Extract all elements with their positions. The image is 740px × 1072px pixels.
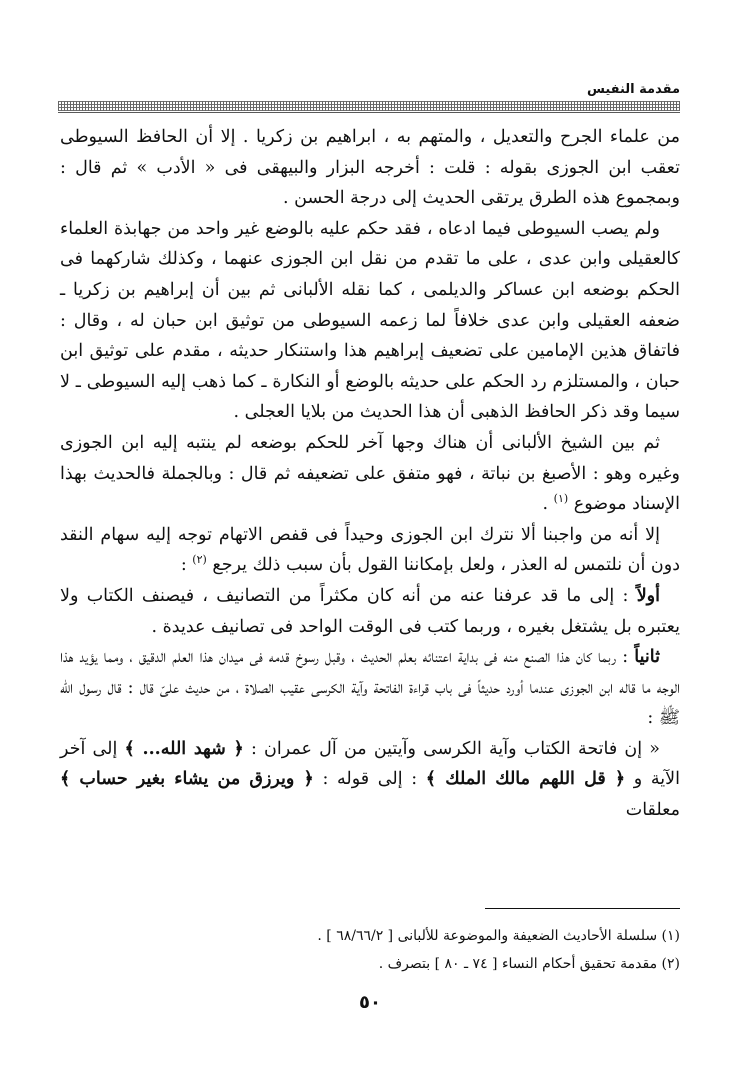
- footnote-2: (٢) مقدمة تحقيق أحكام النساء [ ٧٤ ـ ٨٠ ] بتصرف .: [378, 956, 680, 972]
- footnote-ref-2: (٢): [192, 553, 207, 567]
- paragraph-6-lead: ثانياً: [634, 647, 660, 668]
- paragraph-5: [60, 581, 680, 642]
- footnotes: [60, 922, 680, 978]
- main-text: [60, 122, 680, 826]
- paragraph-7-c: : إلى قوله :: [322, 769, 418, 790]
- paragraph-2: ولم يصب السيوطى فيما ادعاه ، فقد حكم عليه بالوضع غير واحد من جهابذة العلماء كالعقيلى وابن عدى ، على ما تقدم من نقل ابن الجوزى عنهما ، وكذلك شاركهما فى الحكم بوضعه ابن عساكر والديلمى ، كما نقله الألبانى ثم بين أن إبراهيم بن زكريا ـ ضعفه العقيلى وابن عدى خلافاً لما زعمه السيوطى من توثيق ابن حبان له ، وقال : فاتفاق هذين الإمامين على تضعيف إبراهيم هذا واستنكار حديثه ، مقدم على توثيق ابن حبان ، والمستلزم رد الحكم على حديثه بالوضع أو النكارة ـ كما ذهب إليه السيوطى ـ لا سيما وقد ذكر الحافظ الذهبى أن هذا الحديث من بلايا العجلى .: [60, 218, 680, 423]
- paragraph-4-text: إلا أنه من واجبنا ألا نترك ابن الجوزى وحيداً فى قفص الاتهام توجه إليه سهام النقد دون أن نلتمس له العذر ، ولعل بإمكاننا القول بأن سبب ذلك يرجع: [60, 524, 680, 576]
- paragraph-6: [60, 642, 680, 734]
- paragraph-7: [60, 734, 680, 826]
- footnote-1: (١) سلسلة الأحاديث الضعيفة والموضوعة للألبانى [ ٦٨/٦٦/٢ ] .: [317, 928, 680, 944]
- running-header: [58, 82, 680, 102]
- paragraph-6-text: : ربما كان هذا الصنع منه فى بداية اعتنائه بعلم الحديث ، وقبل رسوخ قدمه فى ميدان هذا العلم الدقيق ، ومما يؤيد هذا الوجه ما قاله ابن الجوزى عندما أورد حديثاً فى باب قراءة الفاتحة وآية الكرسى عقيب الصلاة ، من حديث علىّ قال : قال رسول الله ﷺ :: [60, 647, 680, 729]
- quran-quote-2: ﴿ قل اللهم مالك الملك ﴾: [425, 769, 626, 790]
- page-number: ٥٠: [359, 992, 381, 1013]
- quran-quote-3: ﴿ ويرزق من يشاء بغير حساب ﴾: [60, 769, 314, 790]
- paragraph-7-d: معلقات: [625, 800, 680, 821]
- paragraph-1: من علماء الجرح والتعديل ، والمتهم به ، ابراهيم بن زكريا . إلا أن الحافظ السيوطى تعقب ابن الجوزى بقوله : قلت : أخرجه البزار والبيهقى فى « الأدب » ثم قال : وبمجموع هذه الطرق يرتقى الحديث إلى درجة الحسن .: [60, 127, 680, 209]
- paragraph-7-b: إلى آخر الآية و: [60, 738, 680, 790]
- header-rule: [58, 101, 680, 111]
- paragraph-7-a: « إن فاتحة الكتاب وآية الكرسى وآيتين من آل عمران :: [250, 738, 660, 759]
- header-title: مقدمة النفيس: [586, 82, 680, 97]
- paragraph-5-lead: أولاً: [636, 585, 660, 606]
- footnote-separator: [485, 908, 680, 909]
- quran-quote-1: ﴿ شهد الله... ﴾: [124, 738, 244, 759]
- paragraph-5-text: : إلى ما قد عرفنا عنه من أنه كان مكثراً من التصانيف ، فيصنف الكتاب ولا يعتبره بل يشتغل بغيره ، وربما كتب فى الوقت الواحد فى تصانيف عديدة .: [60, 585, 680, 637]
- paragraph-3: ثم بين الشيخ الألبانى أن هناك وجها آخر للحكم بوضعه لم ينتبه إليه ابن الجوزى وغيره وهو : الأصبغ بن نباتة ، فهو متفق على تضعيفه ثم قال : وبالجملة فالحديث بهذا الإسناد موضوع $^{(١)}$ .: [60, 432, 680, 515]
- paragraph-3-text: ثم بين الشيخ الألبانى أن هناك وجها آخر للحكم بوضعه لم ينتبه إليه ابن الجوزى وغيره وهو : الأصبغ بن نباتة ، فهو متفق على تضعيفه ثم قال : وبالجملة فالحديث بهذا الإسناد موضوع: [60, 432, 680, 515]
- footnote-ref-1: (١): [553, 492, 569, 506]
- paragraph-4: إلا أنه من واجبنا ألا نترك ابن الجوزى وحيداً فى قفص الاتهام توجه إليه سهام النقد دون أن نلتمس له العذر ، ولعل بإمكاننا القول بأن سبب ذلك يرجع $^{(٢)}$ :: [60, 524, 680, 576]
